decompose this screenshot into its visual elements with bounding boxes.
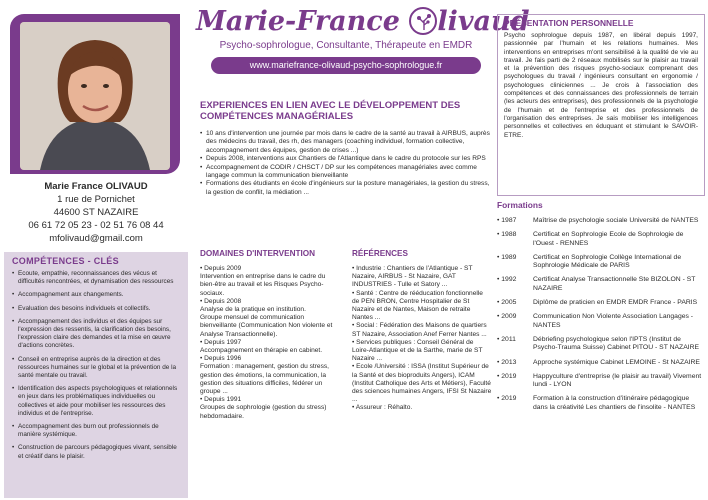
logo-text-part1: Marie-France — [196, 6, 410, 37]
experiences-list — [200, 130, 492, 197]
logo — [196, 6, 530, 38]
photo-frame — [10, 14, 180, 174]
experiences-section — [200, 100, 492, 197]
contact-email[interactable]: mfolivaud@gmail.com — [49, 233, 143, 244]
subtitle: Psycho-sophrologue, Consultante, Thérapeute en EMDR — [219, 40, 473, 51]
header — [196, 6, 530, 74]
formation-row — [497, 254, 705, 271]
domaine-item: Formation : management, gestion du stress, gestion des émotions, la communication, la gestion des situations difficiles, fédérer un groupe ... — [200, 363, 330, 396]
formation-year: • 2009 — [497, 313, 517, 321]
formation-desc: Approche systémique Cabinet LEMOINE - St NAZAIRE — [533, 358, 700, 366]
formation-year: • 1989 — [497, 253, 517, 261]
formation-desc: Formation à la construction d'itinéraire pédagogique dans la créativité Les chantiers de l'insolite - NANTES — [533, 395, 696, 411]
formation-desc: Diplôme de praticien en EMDR EMDR France - PARIS — [533, 299, 698, 307]
logo-o-icon — [409, 7, 437, 35]
formation-year: • 1988 — [497, 231, 517, 239]
formation-year: • 1987 — [497, 217, 517, 224]
reference-item: • Ecole /Université : ISSA (Institut Supérieur de la Santé et des bioproduits Angers), ICAM (Institut Catholique des Arts et Métiers), Faculté des sciences humaines Angers, IFSI St Nazaire ... — [352, 363, 492, 404]
domaines-section — [200, 248, 340, 421]
left-column — [0, 0, 192, 500]
domaine-item: Intervention en entreprise dans le cadre du bien-être au travail et les Risques Psycho-sociaux. — [200, 273, 326, 297]
reference-item: • Assureur : Réhalto. — [352, 404, 413, 412]
domaine-item: • Depuis 1996 — [200, 355, 242, 363]
formation-year: • 2011 — [497, 335, 516, 343]
formation-desc: Débriefing psychologique selon l'IPTS (Institut de Psycho-Trauma Suisse) Cabinet PITOU - ST NAZAIRE — [533, 335, 700, 352]
contact-block — [0, 180, 192, 245]
presentation-title: PRÉSENTATION PERSONNELLE — [504, 18, 634, 28]
reference-item: • Social : Fédération des Maisons de quartiers ST Nazaire, Association Anef Ferrer Nantes ... — [352, 322, 487, 338]
formation-desc: Communication Non Violente Association Langages - NANTES — [533, 313, 694, 329]
competence-item: • Accompagnement des individus et des équipes sur l'expression des ressentis, la clarification des besoins, l'expression claire des demandes et la mise en œuvre d'actions concrètes. — [12, 318, 182, 351]
formation-row — [497, 395, 705, 412]
domaines-title: DOMAINES D'INTERVENTION — [200, 249, 316, 258]
contact-address-line2: 44600 ST NAZAIRE — [53, 207, 139, 218]
domaine-item: • Depuis 2008 — [200, 297, 242, 305]
formation-row — [497, 299, 705, 307]
formation-year: • 2013 — [497, 358, 517, 366]
experience-item: • Accompagnement de CODIR / CHSCT / DP sur les compétences managériales avec comme langage commun la communication bienveillante — [200, 164, 492, 181]
formation-desc: Certificat Analyse Transactionnelle Ste BIZOLON - ST NAZAIRE — [533, 276, 696, 292]
competences-box — [4, 252, 188, 498]
reference-item: • Santé : Centre de rééducation fonctionnelle de PEN BRON, Centre Hospitalier de St Nazaire et de Nantes, Maison de retraite Nantes ... — [352, 289, 483, 322]
formation-row — [497, 373, 705, 390]
competence-item: • Ecoute, empathie, reconnaissances des vécus et difficultés rencontrées, et dynamisation des ressources — [12, 270, 182, 286]
portrait-photo — [20, 22, 170, 170]
contact-address-line1: 1 rue de Pornichet — [57, 194, 135, 205]
formation-desc: Certificat en Sophrologie Ecole de Sophrologie de l'Ouest - RENNES — [533, 231, 684, 247]
references-section — [352, 248, 492, 413]
formations-section — [497, 200, 705, 418]
contact-name: Marie France OLIVAUD — [44, 181, 148, 192]
presentation-box — [497, 14, 705, 196]
formation-year: • 2019 — [497, 395, 517, 403]
competences-list — [12, 270, 182, 461]
formation-row — [497, 336, 705, 353]
experience-item: • Depuis 2008, interventions aux Chantiers de l'Atlantique dans le cadre du protocole sur les RPS — [200, 155, 492, 163]
domaine-item: • Depuis 1991 — [200, 396, 242, 404]
logo-text-part2: livaud — [437, 6, 530, 37]
formation-row — [497, 231, 705, 248]
formation-desc: Maîtrise de psychologie sociale Université de NANTES — [533, 217, 699, 224]
presentation-text: Psycho sophrologue depuis 1987, en libéral depuis 1997, passionnée par l'humain et les relations humaines. Mes interventions en entreprises m'ont sensibilisé à la qualité de vie au travail. Je fais parti de 2 réseaux mobilisés sur le plaisir au travail et la prévention des risques psycho-sociaux comprenant des psychologues du travail / ingénieurs consultant en ergonomie / psychologues cliniciennes ... Je crois à l'association des compétences et des connaissances des professionnels de terrain (les acteurs des entreprises), des professionnels de la psychologie de l'humain et de l'entreprise et des professionnels de l'organisation des entreprises. Je sais mobiliser les intelligences personnelles et collectives en éduquant et stimulant le SAVOIR- ETRE. — [504, 32, 698, 139]
domaine-item: • Depuis 2009 — [200, 265, 242, 272]
competence-item: • Construction de parcours pédagogiques vivant, sensible et créatif dans le plaisir. — [12, 444, 182, 460]
competences-title: COMPÉTENCES - CLÉS — [12, 256, 119, 266]
contact-phones: 06 61 72 05 23 - 02 51 76 08 44 — [28, 220, 164, 231]
competence-item: • Accompagnement des burn out professionnels de manière systémique. — [12, 423, 182, 439]
competence-item: • Evaluation des besoins individuels et collectifs. — [12, 305, 182, 313]
reference-item: • Industrie : Chantiers de l'Atlantique - ST Nazaire, AIRBUS - St Nazaire, GAT INDUSTRIES - Tulle et Satory ... — [352, 265, 473, 289]
domaine-item: • Depuis 1997 — [200, 338, 242, 346]
formation-year: • 1992 — [497, 276, 517, 284]
formation-row — [497, 217, 705, 225]
formation-row — [497, 313, 705, 330]
formation-row — [497, 359, 705, 367]
references-list — [352, 265, 492, 413]
formation-desc: Certificat en Sophrologie Collège International de Sophrologie Médicale de PARIS — [533, 253, 682, 270]
formation-row — [497, 276, 705, 293]
formations-title: Formations — [497, 200, 543, 210]
competence-item: • Identification des aspects psychologiques et relationnels en jeux dans les problématiques individuelles ou collectives et aide pour mobiliser les ressources des individus et de l'entreprise. — [12, 385, 182, 418]
reference-item: • Services publiques : Conseil Général de Loire-Atlantique et de la Sarthe, marie de ST Nazaire ... — [352, 338, 483, 363]
experiences-title: EXPERIENCES EN LIEN AVEC LE DÉVELOPPEMENT DES COMPÉTENCES MANAGÉRIALES — [200, 100, 461, 122]
domaine-item: Accompagnement en thérapie en cabinet. — [200, 347, 323, 355]
domaine-item: Groupes de sophrologie (gestion du stress) hebdomadaire. — [200, 404, 327, 420]
domaine-item: Analyse de la pratique en institution. — [200, 306, 306, 314]
competence-item: • Conseil en entreprise auprès de la direction et des ressources humaines sur le global et la prévention de la santé mentale ou travail. — [12, 356, 182, 381]
formation-desc: Happyculture d'entreprise (le plaisir au travail) Vivement lundi - LYON — [533, 372, 702, 389]
references-title: RÉFÉRENCES — [352, 249, 408, 258]
formation-year: • 2019 — [497, 372, 517, 380]
experience-item: • 10 ans d'intervention une journée par mois dans le cadre de la santé au travail à AIRBUS, auprès des médecins du travail, des rh, des managers (coaching individuel, formation collective, accompagnement des équipes, gestion de crises ...) — [200, 130, 492, 155]
website-link[interactable]: www.mariefrance-olivaud-psycho-sophrologue.fr — [211, 57, 481, 74]
domaine-item: Groupe mensuel de communication bienveillante (Communication Non violente et Analyse Transactionnelle). — [200, 314, 333, 338]
experience-item: • Formations des étudiants en école d'ingénieurs sur la posture managériales, la gestion du stress, la gestion de conflit, la médiation ... — [200, 180, 492, 197]
competence-item: • Accompagnement aux changements. — [12, 291, 182, 299]
domaines-list — [200, 265, 340, 421]
formation-year: • 2005 — [497, 299, 517, 307]
